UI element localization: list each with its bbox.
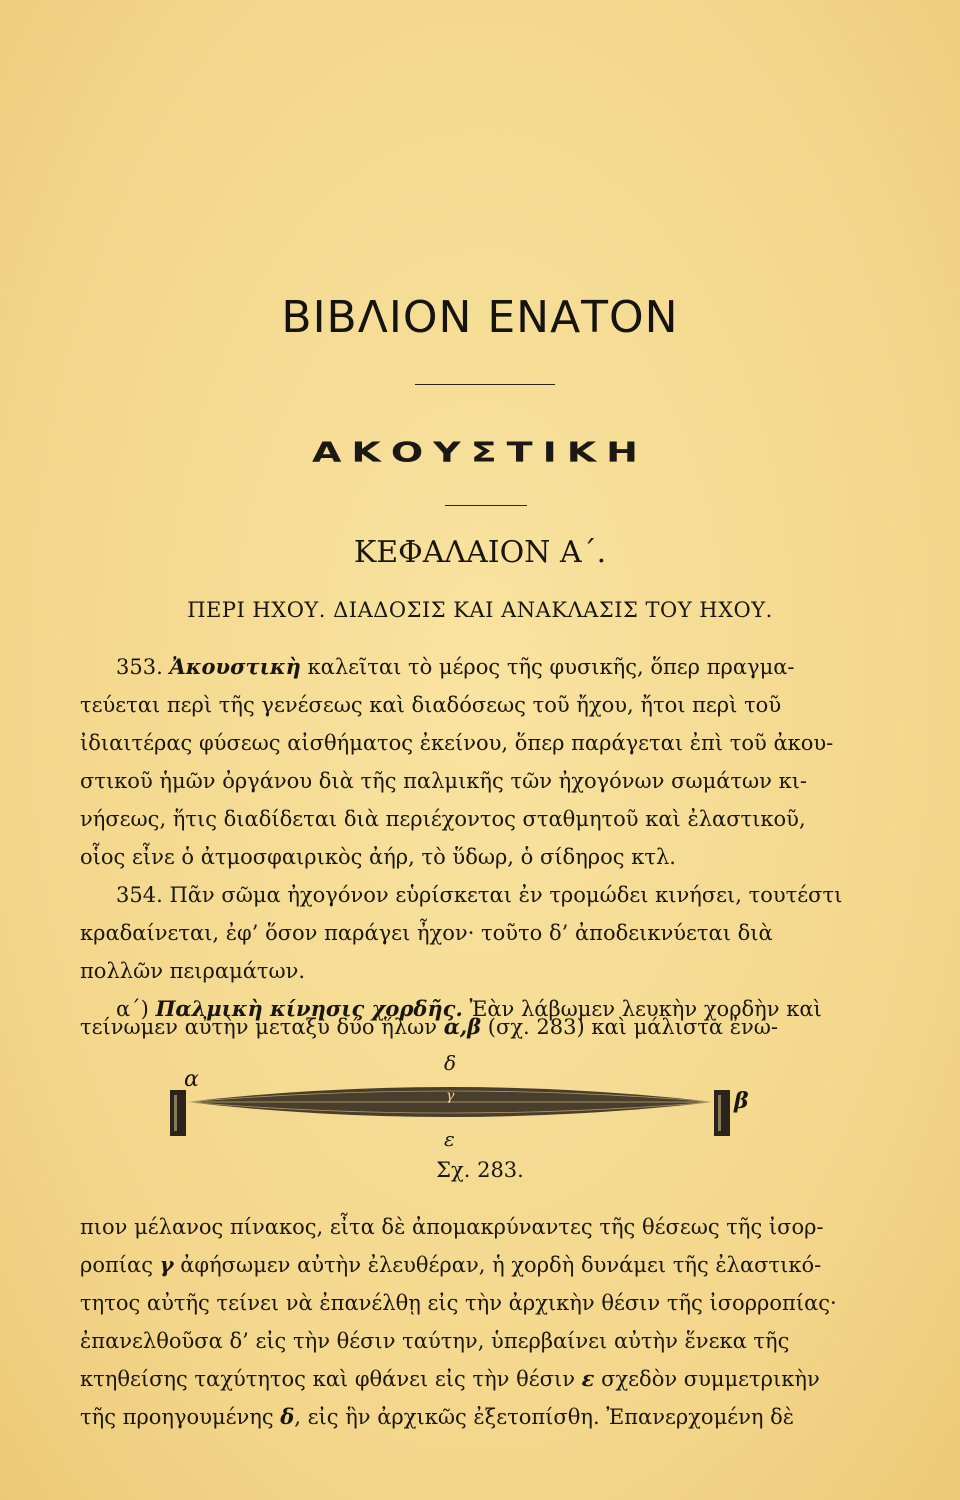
- figure-caption: Σχ. 283.: [436, 1158, 524, 1182]
- paragraph-number: 353.: [116, 655, 163, 679]
- section-term: Παλμικὴ κίνησις χορδῆς.: [155, 996, 463, 1021]
- paragraph-353-line-6: οἷος εἶνε ὁ ἀτμοσφαιρικὸς ἀήρ, τὸ ὕδωρ, ὁ σίδηρος κτλ.: [80, 845, 676, 869]
- subject-divider: [445, 505, 527, 506]
- paragraph-354-line-3: πολλῶν πειραμάτων.: [80, 959, 306, 983]
- right-peg: [714, 1090, 730, 1136]
- label-a: α: [184, 1067, 199, 1092]
- label-b: β: [734, 1088, 749, 1114]
- continuation-line-4: ἐπανελθοῦσα δ’ εἰς τὴν θέσιν ταύτην, ὑπερβαίνει αὐτὴν ἕνεκα τῆς: [80, 1329, 790, 1353]
- paragraph-353-line-1: [80, 652, 880, 682]
- title-divider: [415, 384, 555, 385]
- text-run: , εἰς ἣν ἀρχικῶς ἐξετοπίσθη. Ἐπανερχομένη δὲ: [294, 1405, 795, 1429]
- paragraph-353-line-3: ἰδιαιτέρας φύσεως αἰσθήματος ἐκείνου, ὅπερ παράγεται ἐπὶ τοῦ ἀκου-: [80, 731, 834, 755]
- text-run: Ἐὰν λάβωμεν λευκὴν χορδὴν καὶ: [462, 997, 822, 1021]
- point-label: α,β: [443, 1014, 482, 1039]
- label-gamma: γ: [446, 1088, 455, 1104]
- continuation-line-5: [80, 1364, 880, 1394]
- chapter-heading: ΚΕΦΑΛΑΙΟΝ Α΄.: [353, 535, 607, 570]
- subject-title: ΑΚΟΥΣΤΙΚΗ: [312, 436, 648, 468]
- list-prefix: α΄): [116, 997, 149, 1021]
- text-run: ἀφήσωμεν αὐτὴν ἐλευθέραν, ἡ χορδὴ δυνάμει τῆς ἐλαστικό-: [173, 1253, 822, 1277]
- paragraph-353-line-4: στικοῦ ἡμῶν ὀργάνου διὰ τῆς παλμικῆς τῶν ἠχογόνων σωμάτων κι-: [80, 769, 808, 793]
- point-label: δ: [280, 1404, 295, 1429]
- continuation-line-6: [80, 1402, 880, 1432]
- paragraph-353-line-2: τεύεται περὶ τῆς γενέσεως καὶ διαδόσεως τοῦ ἤχου, ἤτοι περὶ τοῦ: [80, 693, 782, 717]
- continuation-line-1: πιον μέλανος πίνακος, εἶτα δὲ ἀπομακρύναντες τῆς θέσεως τῆς ἰσορ-: [80, 1215, 824, 1239]
- paragraph-number: 354.: [116, 883, 163, 907]
- book-title: ΒΙΒΛΙΟΝ ΕΝΑΤΟΝ: [281, 292, 679, 343]
- text-run: τείνωμεν αὐτὴν μεταξὺ δύο ἥλων: [80, 1015, 444, 1039]
- chapter-subtitle: ΠΕΡΙ ΗΧΟΥ. ΔΙΑΔΟΣΙΣ ΚΑΙ ΑΝΑΚΛΑΣΙΣ ΤΟΥ ΗΧΟΥ.: [187, 598, 773, 622]
- label-epsilon: ε: [444, 1127, 455, 1150]
- text-run: Πᾶν σῶμα ἠχογόνον εὑρίσκεται ἐν τρομώδει κινήσει, τουτέστι: [162, 883, 843, 907]
- text-run: σχεδὸν συμμετρικὴν: [594, 1367, 820, 1391]
- continuation-line-3: τητος αὐτῆς τείνει νὰ ἐπανέλθῃ εἰς τὴν ἀρχικὴν θέσιν τῆς ἰσορροπίας·: [80, 1291, 837, 1315]
- text-run: τῆς προηγουμένης: [80, 1405, 281, 1429]
- string-figure: [160, 1050, 800, 1150]
- label-delta: δ: [444, 1051, 457, 1075]
- text-run: (σχ. 283) καὶ μάλιστα ἐνώ-: [481, 1015, 779, 1039]
- paragraph-354-line-2: κραδαίνεται, ἐφ’ ὅσον παράγει ἦχον· τοῦτο δ’ ἀποδεικνύεται διὰ: [80, 921, 773, 945]
- defined-term: Ἀκουστικὴ: [169, 654, 301, 679]
- text-run: κτηθείσης ταχύτητος καὶ φθάνει εἰς τὴν θέσιν: [80, 1367, 582, 1391]
- text-run: ροπίας: [80, 1253, 160, 1277]
- text-run: καλεῖται τὸ μέρος τῆς φυσικῆς, ὅπερ πραγμα-: [300, 655, 795, 679]
- point-label: γ: [159, 1252, 174, 1277]
- continuation-line-2: [80, 1250, 880, 1280]
- right-peg-highlight: [718, 1095, 721, 1131]
- paragraph-alpha-line-2: [80, 1012, 880, 1042]
- left-peg: [170, 1090, 186, 1136]
- paragraph-354-line-1: [80, 880, 880, 910]
- left-peg-highlight: [174, 1095, 177, 1131]
- point-label: ε: [581, 1366, 595, 1391]
- paragraph-353-line-5: νήσεως, ἥτις διαδίδεται διὰ περιέχοντος σταθμητοῦ καὶ ἐλαστικοῦ,: [80, 807, 806, 831]
